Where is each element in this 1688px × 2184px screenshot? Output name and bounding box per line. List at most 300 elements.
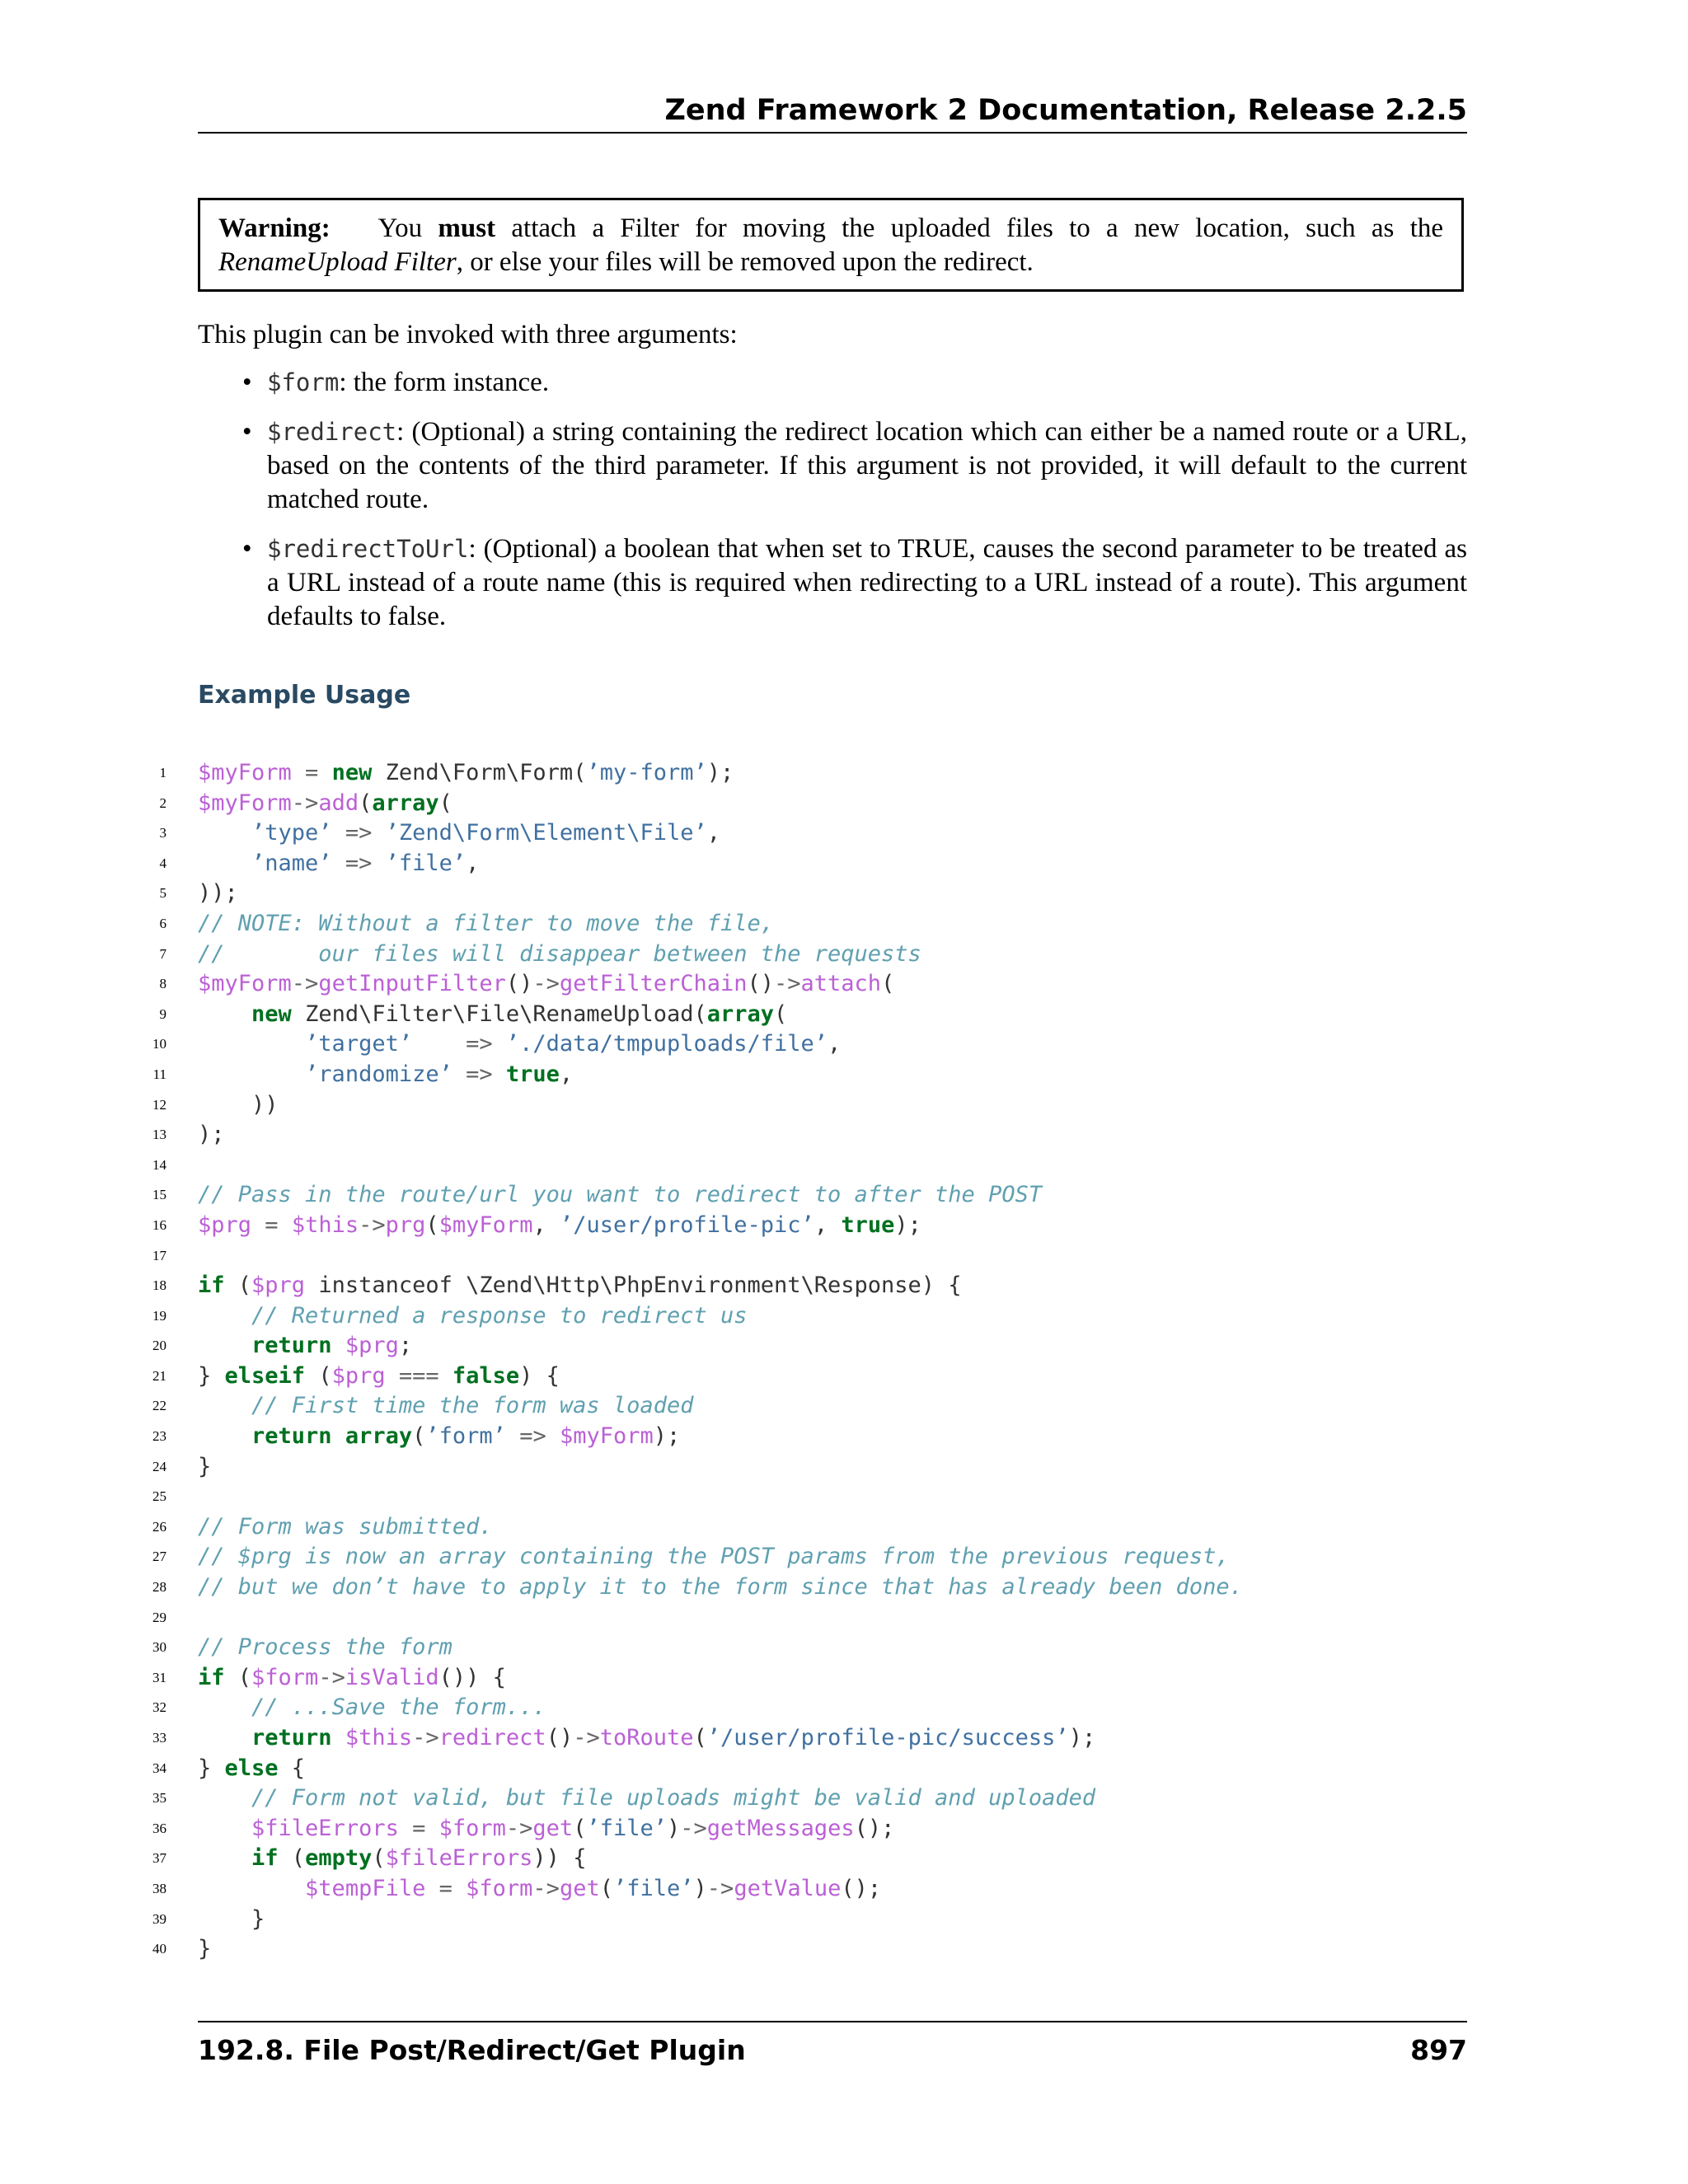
argument-list <box>198 366 1467 649</box>
code-text <box>198 1452 211 1483</box>
code-token: Zend\Form\Form( <box>372 760 587 785</box>
code-line <box>148 758 1467 789</box>
code-token: ; <box>398 1333 413 1359</box>
argument-item-redirect <box>198 415 1467 517</box>
code-token <box>332 1333 345 1358</box>
code-token: = <box>398 1815 439 1841</box>
code-token: isValid <box>345 1664 439 1690</box>
code-text <box>198 758 734 789</box>
line-number: 36 <box>152 1820 166 1836</box>
code-line <box>148 1000 1467 1030</box>
code-token: getValue <box>734 1875 842 1901</box>
code-token <box>198 1062 305 1087</box>
code-line <box>148 1663 1467 1694</box>
argument-code: $form <box>267 368 340 396</box>
bullet-icon: • <box>242 417 252 447</box>
code-line <box>148 1512 1467 1543</box>
code-token: if <box>251 1845 279 1872</box>
code-token: $myForm <box>198 760 292 785</box>
line-number: 37 <box>152 1850 166 1867</box>
code-token: ’./data/tmpuploads/file’ <box>505 1031 828 1057</box>
code-line <box>148 1542 1467 1572</box>
code-token: ); <box>706 760 734 785</box>
line-number: 23 <box>152 1428 166 1445</box>
code-token: // Form not valid, but file uploads might be valid and uploaded <box>251 1785 1096 1811</box>
code-token <box>198 1333 251 1358</box>
code-token: ()) { <box>438 1664 506 1690</box>
footer-page-number: 897 <box>1410 2034 1467 2066</box>
warning-text-3: , or else your files will be removed upon the redirect. <box>456 247 1034 277</box>
code-line <box>148 1905 1467 1935</box>
code-token: return <box>251 1333 332 1359</box>
code-token: -> <box>774 971 801 997</box>
code-token: ( <box>599 1875 613 1901</box>
line-number: 13 <box>152 1127 166 1143</box>
code-token <box>198 1725 251 1750</box>
line-number: 22 <box>152 1398 166 1414</box>
code-line <box>148 1301 1467 1332</box>
code-text <box>198 1180 1042 1211</box>
code-token: $form <box>251 1664 319 1690</box>
bullet-icon: • <box>242 534 252 564</box>
code-token: // Process the form <box>198 1634 452 1661</box>
code-token: Zend\Filter\File\RenameUpload( <box>291 1001 707 1027</box>
line-number: 1 <box>159 765 166 780</box>
code-token: $this <box>291 1212 359 1238</box>
code-token <box>198 1423 251 1449</box>
line-number: 9 <box>159 1005 166 1022</box>
line-number: 34 <box>152 1760 166 1776</box>
code-text <box>198 1331 412 1361</box>
line-number: 11 <box>152 1066 166 1082</box>
code-line <box>148 1331 1467 1361</box>
code-text <box>198 1361 560 1392</box>
code-token: )); <box>198 880 238 907</box>
line-number: 17 <box>152 1247 166 1263</box>
warning-label: Warning: <box>218 213 331 243</box>
code-token: $prg <box>331 1362 386 1389</box>
code-token: attach <box>800 971 882 997</box>
line-number: 30 <box>152 1639 166 1656</box>
line-number: 18 <box>152 1277 166 1294</box>
code-token: // NOTE: Without a filter to move the file, <box>198 910 774 936</box>
line-number: 38 <box>152 1880 166 1896</box>
line-number: 5 <box>159 885 166 902</box>
code-token: $form <box>438 1815 506 1841</box>
code-token: ( <box>278 1845 306 1872</box>
code-token: } <box>198 1755 225 1781</box>
code-token: new <box>251 1001 292 1027</box>
code-token <box>198 1785 251 1811</box>
code-token: ’/user/profile-pic’ <box>559 1212 814 1238</box>
code-line <box>148 1422 1467 1452</box>
code-token: = <box>291 760 332 785</box>
code-line <box>148 1572 1467 1603</box>
code-block <box>148 758 1467 1965</box>
code-token: ’form’ <box>425 1423 506 1450</box>
code-line <box>148 1844 1467 1874</box>
code-line <box>148 1090 1467 1121</box>
code-token: ) <box>693 1875 707 1901</box>
code-token: toRoute <box>599 1725 694 1750</box>
code-token: ( <box>425 1212 439 1238</box>
code-token: ’randomize’ <box>305 1061 452 1087</box>
code-token: ( <box>372 1845 386 1872</box>
code-token: } <box>198 1905 265 1932</box>
code-token: get <box>559 1875 600 1901</box>
code-token <box>198 1845 251 1871</box>
code-line <box>148 1934 1467 1965</box>
warning-text-1: You <box>377 213 438 243</box>
line-number: 26 <box>152 1518 166 1535</box>
code-token: $myForm <box>198 790 292 816</box>
code-token: -> <box>291 790 319 816</box>
line-number: 15 <box>152 1187 166 1203</box>
code-token: )) <box>198 1091 279 1118</box>
code-token: true <box>841 1212 895 1238</box>
line-number: 39 <box>152 1910 166 1927</box>
code-token: $fileErrors <box>385 1845 533 1872</box>
code-line <box>148 1391 1467 1422</box>
code-token: -> <box>318 1664 345 1690</box>
code-token: { <box>278 1755 306 1781</box>
line-number: 25 <box>152 1488 166 1505</box>
footer-section-title: 192.8. File Post/Redirect/Get Plugin <box>198 2034 746 2066</box>
code-text <box>198 1874 881 1905</box>
code-text <box>198 1120 225 1151</box>
code-token: $prg <box>251 1272 306 1299</box>
code-token <box>198 1694 251 1720</box>
code-token: -> <box>573 1725 600 1750</box>
code-token: , <box>828 1031 842 1057</box>
code-line <box>148 1361 1467 1392</box>
code-token: ); <box>1068 1725 1096 1750</box>
code-text <box>198 1422 680 1452</box>
running-header <box>198 89 1467 134</box>
code-token: ’file’ <box>586 1815 668 1841</box>
argument-text: : (Optional) a boolean that when set to TRUE, causes the second parameter to be treated as a URL instead of a route name (this is required when redirecting to a URL instead of a route). This argument defaults to false. <box>267 534 1467 631</box>
argument-text: : (Optional) a string containing the redirect location which can either be a named route or a URL, based on the contents of the third parameter. If this argument is not provided, it will default to the current matched route. <box>267 417 1467 514</box>
code-token: // our files will disappear between the requests <box>198 940 921 967</box>
code-token: $prg <box>345 1333 399 1359</box>
code-token: array <box>372 790 439 816</box>
code-token: redirect <box>438 1725 546 1750</box>
code-token: // ...Save the form... <box>251 1694 546 1721</box>
code-token: -> <box>505 1815 533 1841</box>
line-number: 28 <box>152 1579 166 1596</box>
code-text <box>198 1783 1095 1814</box>
line-number: 3 <box>159 825 166 841</box>
code-token: ’target’ <box>305 1031 413 1057</box>
code-token: elseif <box>224 1362 306 1389</box>
line-number: 40 <box>152 1941 166 1957</box>
code-text <box>198 1572 1243 1603</box>
line-number: 8 <box>159 976 166 992</box>
code-token: instanceof \Zend\Http\PhpEnvironment\Response) { <box>305 1272 962 1299</box>
code-token: ( <box>774 1001 788 1027</box>
code-token: add <box>318 790 359 816</box>
code-text <box>198 1542 1230 1572</box>
code-text <box>198 1663 506 1694</box>
argument-code: $redirect <box>267 418 397 446</box>
renameupload-filter-link[interactable]: RenameUpload Filter <box>218 247 457 277</box>
code-token: $tempFile <box>305 1875 426 1901</box>
code-token: ( <box>573 1815 587 1841</box>
code-token: else <box>224 1755 279 1781</box>
code-text <box>198 1000 787 1030</box>
code-token: ) <box>667 1815 681 1841</box>
code-token: => <box>331 850 386 876</box>
bullet-icon: • <box>242 368 252 397</box>
code-text <box>198 1754 305 1784</box>
warning-admonition <box>198 198 1464 292</box>
code-token: , <box>706 820 721 846</box>
code-token: // Form was submitted. <box>198 1513 493 1540</box>
code-line <box>148 1874 1467 1905</box>
code-token: true <box>505 1061 560 1087</box>
line-number: 35 <box>152 1790 166 1807</box>
code-line <box>148 1151 1467 1181</box>
code-token: prg <box>385 1212 426 1238</box>
code-token: -> <box>706 1875 734 1901</box>
code-token: false <box>452 1362 520 1389</box>
code-token: ’name’ <box>251 850 332 876</box>
code-token: => <box>331 820 386 846</box>
code-line <box>148 1482 1467 1512</box>
code-token: ’type’ <box>251 820 332 846</box>
code-token: } <box>198 1936 212 1962</box>
code-text <box>198 1211 921 1241</box>
code-token: === <box>385 1362 452 1389</box>
code-token: // Returned a response to redirect us <box>251 1302 748 1329</box>
line-number: 31 <box>152 1669 166 1685</box>
code-token <box>198 820 251 846</box>
code-token: array <box>706 1001 775 1027</box>
code-line <box>148 1452 1467 1483</box>
code-text <box>198 1090 279 1121</box>
code-token: ( <box>881 971 895 997</box>
code-text <box>198 909 774 940</box>
line-number: 12 <box>152 1096 166 1113</box>
code-text <box>198 1723 1095 1754</box>
line-number: 32 <box>152 1699 166 1716</box>
code-token: getMessages <box>706 1815 855 1841</box>
code-token: if <box>198 1272 225 1299</box>
warning-text-2: attach a Filter for moving the uploaded files to a new location, such as the <box>495 213 1444 243</box>
code-token: -> <box>680 1815 707 1841</box>
code-text <box>198 1693 546 1723</box>
code-token: ( <box>224 1664 252 1690</box>
code-line <box>148 940 1467 970</box>
section-title: Example Usage <box>198 681 411 710</box>
warning-strong: must <box>438 213 496 243</box>
code-token: ( <box>359 790 373 816</box>
code-text <box>198 1391 693 1422</box>
code-token: => <box>452 1061 506 1087</box>
code-token <box>332 1423 345 1449</box>
code-token: (); <box>854 1815 895 1841</box>
line-number: 20 <box>152 1338 166 1354</box>
code-line <box>148 1241 1467 1272</box>
code-token: array <box>345 1423 413 1450</box>
code-text <box>198 1633 452 1663</box>
code-text <box>198 818 720 849</box>
code-token: () <box>747 971 775 997</box>
code-token: ); <box>198 1122 225 1148</box>
code-line <box>148 818 1467 849</box>
code-line <box>148 1211 1467 1241</box>
code-token: if <box>198 1664 225 1690</box>
code-token: ’my-form’ <box>586 760 707 785</box>
code-token: ( <box>412 1423 426 1450</box>
argument-code: $redirectToUrl <box>267 535 469 563</box>
code-token: } <box>198 1362 225 1389</box>
code-token: // but we don’t have to apply it to the form since that has already been done. <box>198 1574 1243 1601</box>
line-number: 19 <box>152 1307 166 1324</box>
code-token: )) { <box>532 1845 587 1872</box>
line-number: 21 <box>152 1367 166 1384</box>
line-number: 7 <box>159 945 166 962</box>
line-number: 4 <box>159 855 166 871</box>
code-line <box>148 1814 1467 1844</box>
code-text <box>198 1814 894 1844</box>
code-token: ’file’ <box>385 850 467 876</box>
code-token: ); <box>894 1212 921 1238</box>
line-number: 29 <box>152 1609 166 1625</box>
code-token: -> <box>412 1725 439 1750</box>
line-number: 16 <box>152 1216 166 1233</box>
argument-text: : the form instance. <box>339 368 550 397</box>
code-line <box>148 909 1467 940</box>
code-token: $myForm <box>438 1212 533 1238</box>
code-token: , <box>532 1212 560 1238</box>
code-text <box>198 1271 962 1301</box>
intro-paragraph: This plugin can be invoked with three arguments: <box>198 320 738 349</box>
code-token <box>198 1031 305 1057</box>
code-line <box>148 1723 1467 1754</box>
argument-item-form <box>198 366 1467 400</box>
code-token: -> <box>532 971 560 997</box>
code-token <box>198 1393 251 1418</box>
code-token: () <box>546 1725 574 1750</box>
line-number: 24 <box>152 1458 166 1474</box>
code-line <box>148 1633 1467 1663</box>
page-footer <box>198 2021 1467 2065</box>
code-token: new <box>331 760 373 785</box>
code-token: ’file’ <box>612 1875 694 1901</box>
code-token: -> <box>291 971 319 997</box>
code-token <box>198 1303 251 1329</box>
code-token: -> <box>359 1212 386 1238</box>
running-header-title: Zend Framework 2 Documentation, Release 2.2.5 <box>664 94 1467 127</box>
code-text <box>198 1905 265 1935</box>
code-token: ’/user/profile-pic/success’ <box>706 1725 1069 1750</box>
line-number: 27 <box>152 1549 166 1565</box>
code-token: empty <box>305 1845 373 1872</box>
code-token: // First time the form was loaded <box>251 1393 694 1419</box>
code-token: // Pass in the route/url you want to redirect to after the POST <box>198 1182 1043 1208</box>
code-line <box>148 1271 1467 1301</box>
code-text <box>198 1844 586 1874</box>
code-token <box>198 851 251 876</box>
code-line <box>148 1060 1467 1090</box>
code-text <box>198 1301 747 1332</box>
code-line <box>148 1603 1467 1633</box>
code-line <box>148 849 1467 879</box>
code-text <box>198 1512 493 1543</box>
line-number: 2 <box>159 794 166 811</box>
code-text <box>198 940 921 970</box>
code-token: -> <box>532 1875 560 1901</box>
code-token: => <box>505 1423 560 1450</box>
code-token: get <box>532 1815 574 1841</box>
code-token: ( <box>305 1362 332 1389</box>
code-token: ) { <box>519 1362 560 1389</box>
code-token: (); <box>841 1875 882 1901</box>
code-text <box>198 1060 573 1090</box>
code-text <box>198 1934 211 1965</box>
code-text <box>198 789 452 819</box>
code-line <box>148 1783 1467 1814</box>
code-line <box>148 1120 1467 1151</box>
code-line <box>148 1693 1467 1723</box>
code-token: = <box>425 1875 467 1901</box>
code-token: // $prg is now an array containing the POST params from the previous request, <box>198 1544 1230 1570</box>
code-text <box>198 969 894 1000</box>
code-line <box>148 1029 1467 1060</box>
code-token: getFilterChain <box>559 971 748 997</box>
code-token <box>198 1001 251 1027</box>
code-token: ); <box>653 1423 681 1450</box>
code-line <box>148 1754 1467 1784</box>
code-token <box>198 1816 251 1841</box>
code-token <box>332 1725 345 1750</box>
code-line <box>148 969 1467 1000</box>
code-token: , <box>559 1061 574 1087</box>
code-token: getInputFilter <box>318 971 506 997</box>
code-token: ( <box>224 1272 252 1299</box>
code-token: = <box>251 1212 292 1238</box>
code-token: } <box>198 1453 212 1479</box>
line-number: 14 <box>152 1156 166 1173</box>
code-token: $myForm <box>559 1423 654 1450</box>
argument-item-redirect-to-url <box>198 532 1467 634</box>
code-token: $this <box>345 1725 413 1750</box>
code-token: , <box>814 1212 842 1238</box>
code-line <box>148 879 1467 909</box>
line-number: 6 <box>159 915 166 931</box>
code-token: ’Zend\Form\Element\File’ <box>385 820 707 846</box>
code-token: () <box>505 971 533 997</box>
code-line <box>148 1180 1467 1211</box>
code-token: $form <box>466 1875 533 1901</box>
code-token: => <box>412 1031 506 1057</box>
code-token: ( <box>693 1725 707 1750</box>
code-text <box>198 1029 841 1060</box>
line-number: 33 <box>152 1730 166 1746</box>
line-number: 10 <box>152 1036 166 1052</box>
code-token: $myForm <box>198 971 292 997</box>
code-token: return <box>251 1423 332 1450</box>
code-text <box>198 849 479 879</box>
code-token: $prg <box>198 1212 252 1238</box>
code-token: return <box>251 1725 332 1750</box>
code-token <box>198 1876 305 1901</box>
code-token: , <box>466 850 480 876</box>
code-line <box>148 789 1467 819</box>
code-token: ( <box>438 790 452 816</box>
code-token: $fileErrors <box>251 1815 399 1841</box>
